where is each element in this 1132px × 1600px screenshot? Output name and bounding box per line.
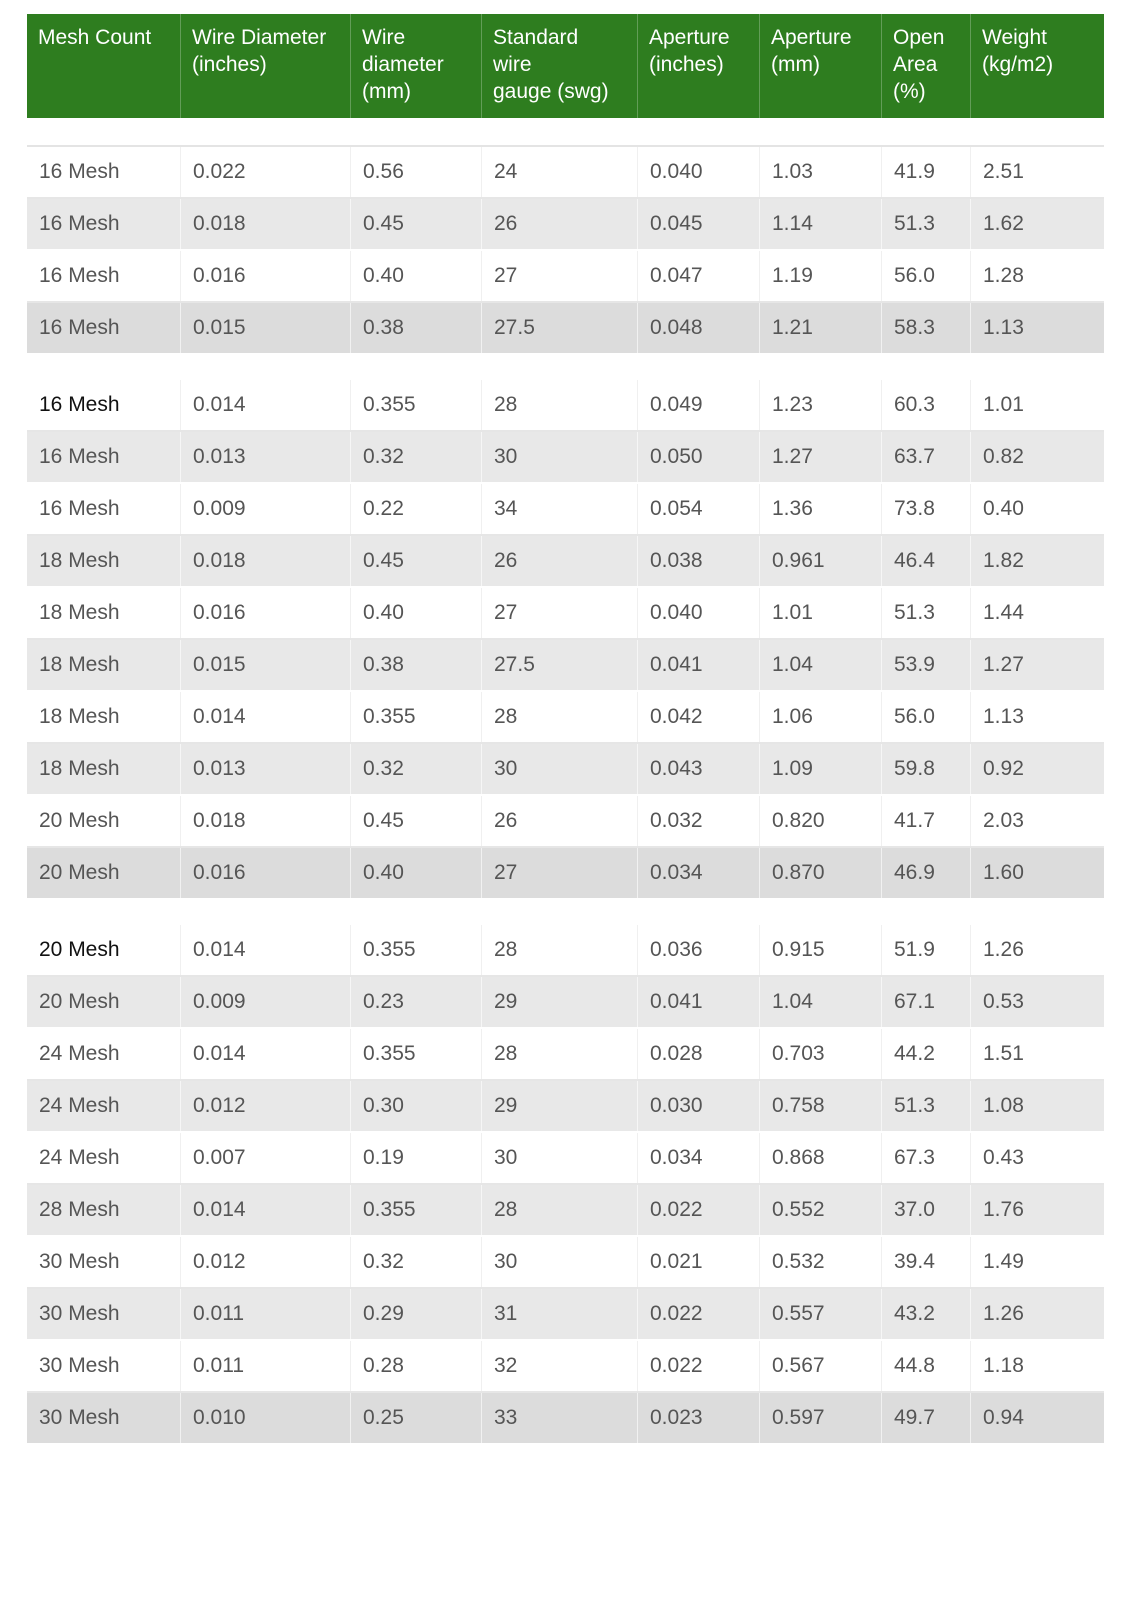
- table-row: [27, 925, 1104, 977]
- table-row: [27, 303, 1104, 355]
- cell-wire-diameter-mm: 0.28: [350, 1341, 481, 1391]
- cell-wire-diameter-mm: 0.38: [350, 640, 481, 690]
- cell-mesh-count: 18 Mesh: [39, 549, 120, 572]
- cell-standard-wire-gauge: 26: [481, 536, 637, 586]
- cell-wire-diameter-mm: 0.23: [350, 977, 481, 1027]
- cell-wire-diameter-mm: 0.19: [350, 1133, 481, 1183]
- cell-open-area: 46.4: [881, 536, 970, 586]
- cell-mesh-count: 18 Mesh: [39, 705, 120, 728]
- cell-wire-diameter-inches: 0.016: [180, 251, 350, 301]
- cell-aperture-inches: 0.043: [637, 744, 759, 794]
- cell-weight: 1.44: [970, 588, 1104, 638]
- cell-mesh-count: 24 Mesh: [39, 1094, 120, 1117]
- cell-wire-diameter-inches: 0.015: [180, 640, 350, 690]
- cell-open-area: 49.7: [881, 1393, 970, 1443]
- cell-mesh-count: 16 Mesh: [39, 445, 120, 468]
- table-row: [27, 640, 1104, 692]
- header-open-area: Open Area (%): [881, 14, 970, 118]
- cell-aperture-mm: 1.23: [759, 380, 881, 430]
- cell-weight: 1.49: [970, 1237, 1104, 1287]
- table-row: [27, 380, 1104, 432]
- cell-mesh-count: 20 Mesh: [39, 990, 120, 1013]
- cell-wire-diameter-mm: 0.22: [350, 484, 481, 534]
- cell-aperture-mm: 0.597: [759, 1393, 881, 1443]
- table-spacer: [27, 118, 1104, 147]
- table-row: [27, 1029, 1104, 1081]
- cell-mesh-count: 16 Mesh: [39, 160, 120, 183]
- cell-wire-diameter-inches: 0.007: [180, 1133, 350, 1183]
- cell-aperture-inches: 0.023: [637, 1393, 759, 1443]
- cell-aperture-mm: 1.21: [759, 303, 881, 353]
- cell-mesh-count: 28 Mesh: [39, 1198, 120, 1221]
- cell-standard-wire-gauge: 29: [481, 1081, 637, 1131]
- cell-weight: 0.53: [970, 977, 1104, 1027]
- cell-aperture-inches: 0.042: [637, 692, 759, 742]
- cell-aperture-inches: 0.032: [637, 796, 759, 846]
- cell-open-area: 56.0: [881, 692, 970, 742]
- cell-aperture-mm: 0.758: [759, 1081, 881, 1131]
- cell-weight: 1.26: [970, 1289, 1104, 1339]
- cell-wire-diameter-mm: 0.355: [350, 1185, 481, 1235]
- cell-open-area: 44.2: [881, 1029, 970, 1079]
- cell-weight: 0.92: [970, 744, 1104, 794]
- cell-open-area: 51.9: [881, 925, 970, 975]
- cell-standard-wire-gauge: 30: [481, 1133, 637, 1183]
- table-row: [27, 692, 1104, 744]
- cell-weight: 1.13: [970, 303, 1104, 353]
- cell-open-area: 51.3: [881, 1081, 970, 1131]
- cell-aperture-mm: 1.01: [759, 588, 881, 638]
- header-aperture-inches: Aperture (inches): [637, 14, 759, 118]
- cell-mesh-count: 16 Mesh: [39, 393, 120, 416]
- cell-wire-diameter-inches: 0.014: [180, 925, 350, 975]
- table-row: [27, 1237, 1104, 1289]
- cell-mesh-count: 24 Mesh: [39, 1146, 120, 1169]
- cell-open-area: 44.8: [881, 1341, 970, 1391]
- cell-standard-wire-gauge: 31: [481, 1289, 637, 1339]
- cell-wire-diameter-inches: 0.014: [180, 692, 350, 742]
- cell-weight: 2.03: [970, 796, 1104, 846]
- table-row: [27, 432, 1104, 484]
- cell-standard-wire-gauge: 30: [481, 432, 637, 482]
- cell-aperture-mm: 0.961: [759, 536, 881, 586]
- cell-weight: 0.82: [970, 432, 1104, 482]
- table-row: [27, 796, 1104, 848]
- cell-aperture-mm: 1.19: [759, 251, 881, 301]
- cell-wire-diameter-inches: 0.012: [180, 1081, 350, 1131]
- cell-aperture-inches: 0.048: [637, 303, 759, 353]
- table-row: [27, 1185, 1104, 1237]
- cell-aperture-mm: 0.868: [759, 1133, 881, 1183]
- cell-wire-diameter-inches: 0.015: [180, 303, 350, 353]
- cell-wire-diameter-inches: 0.018: [180, 796, 350, 846]
- table-row: [27, 1393, 1104, 1445]
- cell-weight: 1.62: [970, 199, 1104, 249]
- cell-aperture-mm: 1.36: [759, 484, 881, 534]
- table-body: [27, 147, 1104, 1445]
- cell-wire-diameter-mm: 0.45: [350, 199, 481, 249]
- cell-weight: 0.40: [970, 484, 1104, 534]
- cell-wire-diameter-inches: 0.009: [180, 484, 350, 534]
- cell-aperture-inches: 0.021: [637, 1237, 759, 1287]
- cell-standard-wire-gauge: 24: [481, 147, 637, 197]
- cell-aperture-inches: 0.022: [637, 1185, 759, 1235]
- cell-mesh-count: 30 Mesh: [39, 1302, 120, 1325]
- cell-aperture-mm: 1.27: [759, 432, 881, 482]
- cell-aperture-inches: 0.030: [637, 1081, 759, 1131]
- cell-wire-diameter-mm: 0.56: [350, 147, 481, 197]
- table-row: [27, 977, 1104, 1029]
- cell-mesh-count: 30 Mesh: [39, 1406, 120, 1429]
- cell-standard-wire-gauge: 26: [481, 796, 637, 846]
- cell-open-area: 39.4: [881, 1237, 970, 1287]
- table-row: [27, 1133, 1104, 1185]
- header-wire-diameter-mm: Wire diameter (mm): [350, 14, 481, 118]
- cell-mesh-count: 16 Mesh: [39, 497, 120, 520]
- cell-aperture-inches: 0.038: [637, 536, 759, 586]
- cell-standard-wire-gauge: 27.5: [481, 640, 637, 690]
- cell-wire-diameter-mm: 0.32: [350, 744, 481, 794]
- cell-aperture-inches: 0.034: [637, 1133, 759, 1183]
- cell-weight: 1.08: [970, 1081, 1104, 1131]
- cell-open-area: 63.7: [881, 432, 970, 482]
- cell-aperture-inches: 0.040: [637, 588, 759, 638]
- cell-wire-diameter-inches: 0.011: [180, 1341, 350, 1391]
- table-spacer: [27, 900, 1104, 925]
- cell-open-area: 51.3: [881, 588, 970, 638]
- table-header-row: [27, 14, 1104, 118]
- table-row: [27, 199, 1104, 251]
- header-wire-diameter-inches: Wire Diameter (inches): [180, 14, 350, 118]
- cell-weight: 2.51: [970, 147, 1104, 197]
- cell-wire-diameter-mm: 0.38: [350, 303, 481, 353]
- cell-wire-diameter-inches: 0.012: [180, 1237, 350, 1287]
- cell-wire-diameter-mm: 0.45: [350, 796, 481, 846]
- cell-mesh-count: 16 Mesh: [39, 316, 120, 339]
- cell-standard-wire-gauge: 29: [481, 977, 637, 1027]
- cell-aperture-mm: 0.820: [759, 796, 881, 846]
- table-row: [27, 1341, 1104, 1393]
- cell-aperture-mm: 0.552: [759, 1185, 881, 1235]
- cell-open-area: 56.0: [881, 251, 970, 301]
- cell-wire-diameter-inches: 0.014: [180, 1029, 350, 1079]
- header-weight: Weight (kg/m2): [970, 14, 1104, 118]
- cell-aperture-inches: 0.022: [637, 1341, 759, 1391]
- cell-open-area: 37.0: [881, 1185, 970, 1235]
- cell-aperture-mm: 0.870: [759, 848, 881, 898]
- cell-open-area: 43.2: [881, 1289, 970, 1339]
- cell-wire-diameter-mm: 0.355: [350, 925, 481, 975]
- cell-wire-diameter-inches: 0.011: [180, 1289, 350, 1339]
- header-aperture-mm: Aperture (mm): [759, 14, 881, 118]
- cell-mesh-count: 24 Mesh: [39, 1042, 120, 1065]
- cell-mesh-count: 18 Mesh: [39, 653, 120, 676]
- cell-mesh-count: 20 Mesh: [39, 938, 120, 961]
- cell-standard-wire-gauge: 28: [481, 1029, 637, 1079]
- cell-aperture-inches: 0.034: [637, 848, 759, 898]
- cell-aperture-mm: 1.03: [759, 147, 881, 197]
- cell-open-area: 53.9: [881, 640, 970, 690]
- cell-wire-diameter-inches: 0.016: [180, 588, 350, 638]
- cell-weight: 1.18: [970, 1341, 1104, 1391]
- cell-mesh-count: 16 Mesh: [39, 212, 120, 235]
- cell-open-area: 46.9: [881, 848, 970, 898]
- cell-wire-diameter-inches: 0.018: [180, 199, 350, 249]
- cell-wire-diameter-inches: 0.018: [180, 536, 350, 586]
- cell-wire-diameter-inches: 0.022: [180, 147, 350, 197]
- cell-wire-diameter-inches: 0.014: [180, 380, 350, 430]
- cell-aperture-mm: 0.915: [759, 925, 881, 975]
- cell-wire-diameter-inches: 0.009: [180, 977, 350, 1027]
- cell-standard-wire-gauge: 33: [481, 1393, 637, 1443]
- cell-mesh-count: 16 Mesh: [39, 264, 120, 287]
- cell-open-area: 41.7: [881, 796, 970, 846]
- cell-wire-diameter-inches: 0.013: [180, 432, 350, 482]
- cell-open-area: 67.1: [881, 977, 970, 1027]
- cell-aperture-mm: 1.14: [759, 199, 881, 249]
- cell-wire-diameter-mm: 0.29: [350, 1289, 481, 1339]
- cell-wire-diameter-inches: 0.014: [180, 1185, 350, 1235]
- cell-open-area: 67.3: [881, 1133, 970, 1183]
- table-row: [27, 484, 1104, 536]
- cell-aperture-inches: 0.045: [637, 199, 759, 249]
- cell-open-area: 58.3: [881, 303, 970, 353]
- cell-mesh-count: 18 Mesh: [39, 757, 120, 780]
- cell-standard-wire-gauge: 27: [481, 848, 637, 898]
- cell-open-area: 73.8: [881, 484, 970, 534]
- cell-open-area: 51.3: [881, 199, 970, 249]
- table-row: [27, 848, 1104, 900]
- cell-standard-wire-gauge: 30: [481, 744, 637, 794]
- cell-mesh-count: 20 Mesh: [39, 861, 120, 884]
- cell-weight: 1.60: [970, 848, 1104, 898]
- cell-weight: 0.43: [970, 1133, 1104, 1183]
- cell-wire-diameter-mm: 0.32: [350, 432, 481, 482]
- cell-standard-wire-gauge: 28: [481, 925, 637, 975]
- cell-open-area: 41.9: [881, 147, 970, 197]
- cell-weight: 1.76: [970, 1185, 1104, 1235]
- table-row: [27, 147, 1104, 199]
- table-row: [27, 251, 1104, 303]
- cell-standard-wire-gauge: 28: [481, 380, 637, 430]
- cell-aperture-inches: 0.040: [637, 147, 759, 197]
- cell-aperture-mm: 1.06: [759, 692, 881, 742]
- table-row: [27, 744, 1104, 796]
- cell-wire-diameter-inches: 0.010: [180, 1393, 350, 1443]
- cell-standard-wire-gauge: 34: [481, 484, 637, 534]
- table-spacer: [27, 355, 1104, 380]
- cell-wire-diameter-mm: 0.355: [350, 692, 481, 742]
- cell-wire-diameter-mm: 0.40: [350, 848, 481, 898]
- mesh-spec-table: [27, 14, 1104, 1445]
- table-row: [27, 536, 1104, 588]
- header-standard-wire-gauge: Standard wire gauge (swg): [481, 14, 637, 118]
- cell-wire-diameter-mm: 0.30: [350, 1081, 481, 1131]
- cell-aperture-inches: 0.036: [637, 925, 759, 975]
- cell-wire-diameter-inches: 0.016: [180, 848, 350, 898]
- cell-wire-diameter-mm: 0.40: [350, 588, 481, 638]
- header-mesh-count: Mesh Count: [38, 26, 152, 49]
- cell-mesh-count: 30 Mesh: [39, 1354, 120, 1377]
- cell-standard-wire-gauge: 26: [481, 199, 637, 249]
- cell-wire-diameter-mm: 0.45: [350, 536, 481, 586]
- cell-aperture-mm: 1.09: [759, 744, 881, 794]
- cell-weight: 1.01: [970, 380, 1104, 430]
- cell-aperture-mm: 0.532: [759, 1237, 881, 1287]
- cell-aperture-inches: 0.041: [637, 640, 759, 690]
- cell-open-area: 60.3: [881, 380, 970, 430]
- cell-weight: 1.51: [970, 1029, 1104, 1079]
- cell-standard-wire-gauge: 27: [481, 251, 637, 301]
- cell-aperture-mm: 1.04: [759, 977, 881, 1027]
- cell-weight: 1.26: [970, 925, 1104, 975]
- cell-weight: 0.94: [970, 1393, 1104, 1443]
- cell-weight: 1.28: [970, 251, 1104, 301]
- cell-aperture-inches: 0.054: [637, 484, 759, 534]
- table-row: [27, 1081, 1104, 1133]
- cell-wire-diameter-mm: 0.40: [350, 251, 481, 301]
- cell-aperture-inches: 0.050: [637, 432, 759, 482]
- cell-aperture-inches: 0.041: [637, 977, 759, 1027]
- cell-standard-wire-gauge: 28: [481, 692, 637, 742]
- cell-wire-diameter-mm: 0.25: [350, 1393, 481, 1443]
- cell-wire-diameter-mm: 0.355: [350, 380, 481, 430]
- cell-mesh-count: 20 Mesh: [39, 809, 120, 832]
- cell-standard-wire-gauge: 27: [481, 588, 637, 638]
- cell-aperture-mm: 0.703: [759, 1029, 881, 1079]
- table-row: [27, 588, 1104, 640]
- cell-weight: 1.27: [970, 640, 1104, 690]
- cell-aperture-mm: 1.04: [759, 640, 881, 690]
- cell-open-area: 59.8: [881, 744, 970, 794]
- cell-aperture-inches: 0.047: [637, 251, 759, 301]
- cell-standard-wire-gauge: 28: [481, 1185, 637, 1235]
- cell-wire-diameter-mm: 0.355: [350, 1029, 481, 1079]
- cell-standard-wire-gauge: 27.5: [481, 303, 637, 353]
- cell-aperture-mm: 0.557: [759, 1289, 881, 1339]
- cell-mesh-count: 18 Mesh: [39, 601, 120, 624]
- cell-standard-wire-gauge: 32: [481, 1341, 637, 1391]
- cell-weight: 1.82: [970, 536, 1104, 586]
- cell-aperture-inches: 0.022: [637, 1289, 759, 1339]
- table-row: [27, 1289, 1104, 1341]
- cell-weight: 1.13: [970, 692, 1104, 742]
- cell-aperture-inches: 0.049: [637, 380, 759, 430]
- cell-aperture-inches: 0.028: [637, 1029, 759, 1079]
- cell-wire-diameter-mm: 0.32: [350, 1237, 481, 1287]
- cell-aperture-mm: 0.567: [759, 1341, 881, 1391]
- cell-wire-diameter-inches: 0.013: [180, 744, 350, 794]
- cell-standard-wire-gauge: 30: [481, 1237, 637, 1287]
- cell-mesh-count: 30 Mesh: [39, 1250, 120, 1273]
